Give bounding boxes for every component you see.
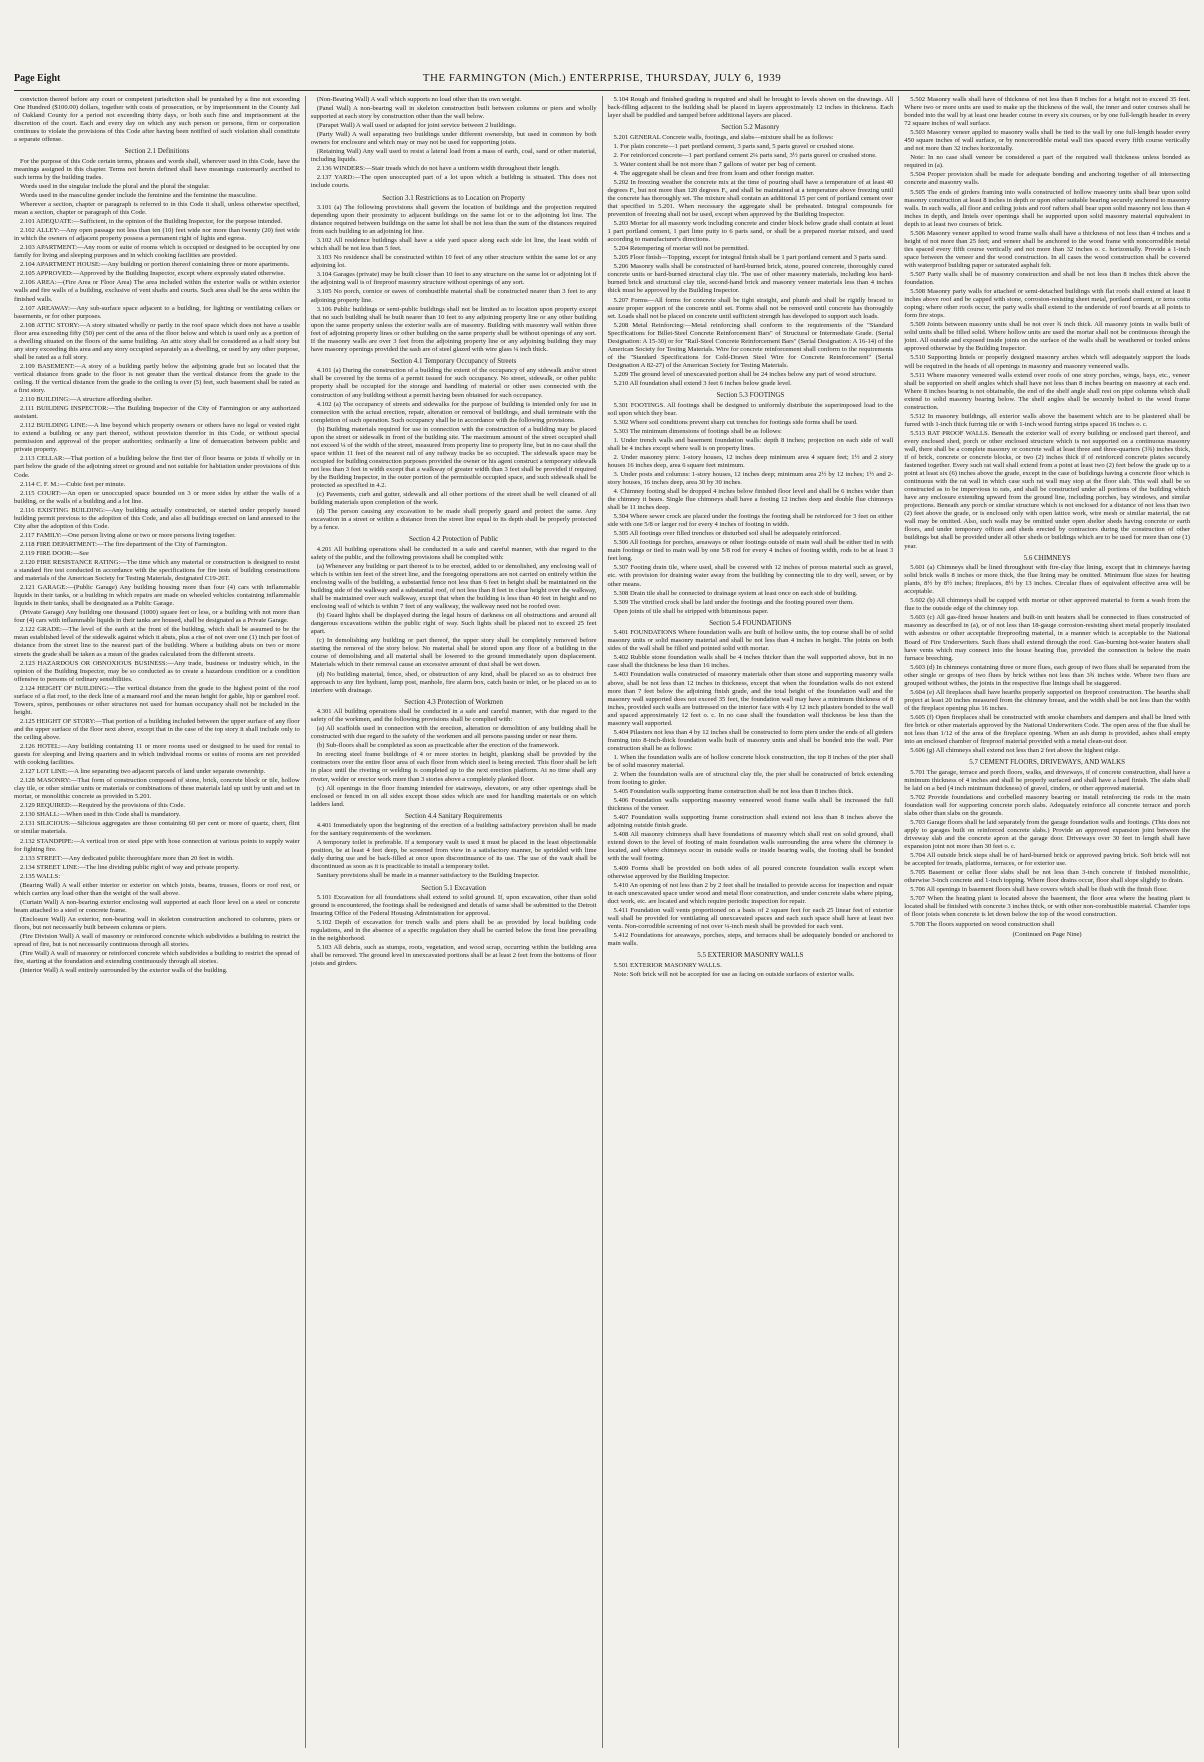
code-paragraph: 5.405 Foundation walls supporting frame construction shall be not less than 8 inches thick.: [613, 788, 854, 796]
code-paragraph: (Panel Wall) A non-bearing wall in skeleton construction built between columns or piers and wholly supported at each story by construction other than the wall below.: [310, 105, 597, 121]
code-paragraph: 3.104 Garages (private) may be built closer than 10 feet to any structure on the same lot or adjoining lot if the adjoining wall is of fireproof masonry structure without openings of any sort.: [310, 271, 597, 287]
code-paragraph: 3.106 Public buildings or semi-public buildings shall not be limited as to location upon property except that no such building shall be built nearer than 10 feet to any adjoining property line or any other building upon the same property unless the exterior walls are of masonry. Building with masonry wall within three feet of adjoining property lines or other building on the same property shall be without openings of any sort. If the masonry walls are over 3 feet from the adjoining property line or any adjoining building they may have masonry openings provided the sash are of steel glazed with wire glass ¼ inch thick.: [310, 305, 597, 353]
code-paragraph: 5.301 FOOTINGS. All footings shall be designed to uniformly distribute the superimposed load to the soil upon which they bear.: [607, 401, 894, 417]
code-paragraph: 3. Under posts and columns: 1-story houses, 12 inches deep; minimum area 2½ by 12 inches; 1½ and 2-story houses, 16 inches deep, area 30 by 30 inches.: [607, 470, 894, 486]
code-paragraph: 1. For plain concrete—1 part portland cement, 3 parts sand, 5 parts gravel or crushed stone.: [613, 142, 855, 150]
code-paragraph: 5.403 Foundation walls constructed of masonry materials other than stone and supporting masonry walls above, shall be not less than 12 inches in thickness, except that when the foundation walls do not extend more than 7 feet below the adjoining finish grade, and the total height of the foundation wall and the masonry wall supported does not exceed 35 feet, the foundation wall may have a minimum thickness of 8 inches, provided such walls are buttressed on the interior face with 4 by 12 inch pilasters bonded to the wall and spaced approximately 12 feet o. c. In no case shall the foundation wall thickness be less than the masonry wall supported.: [607, 671, 894, 727]
code-paragraph: 5.302 Where soil conditions prevent sharp cut trenches for footings side forms shall be used.: [613, 418, 858, 426]
code-paragraph: 1. Under trench walls and basement foundation walls: depth 8 inches; projection on each side of wall shall be 4 inches except where wall is on property lines.: [607, 436, 894, 452]
section-heading: Section 4.4 Sanitary Requirements: [405, 811, 503, 820]
section-heading: Section 3.1 Restrictions as to Location on Property: [382, 193, 525, 202]
code-paragraph: 5.508 Masonry party walls for attached or semi-detached buildings with flat roofs shall extend at least 8 inches above roof and be capped with stone, corrosion-resisting sheet metal, portland cement, or terra cotta coping; where other roofs occur, the party walls shall extend to the underside of roof boards at all points to form fire stops.: [904, 288, 1190, 320]
section-heading: Section 5.3 FOOTINGS: [716, 391, 785, 400]
article-columns: [14, 96, 1190, 1748]
code-paragraph: 2.105 APPROVED:—Approved by the Building Inspector, except where expressly stated otherwise.: [20, 270, 286, 278]
code-paragraph: 5.101 Excavation for all foundations shall extend to solid ground. If, upon excavation, other than solid ground is encountered, the footings shall be redesigned and details of same shall be submitted to the Detroit Insuring Office of the Federal Housing Administration for approval.: [310, 894, 597, 918]
code-paragraph: 2.127 LOT LINE:—A line separating two adjacent parcels of land under separate ownership.: [20, 768, 266, 776]
code-paragraph: 4.102 (a) The occupancy of streets and sidewalks for the purpose of building is intended only for use in connection with the actual erection, repair, alteration or removal of buildings, and shall terminate with the completion of such operation. Such occupancy shall be in accordance with the following provisions.: [310, 400, 597, 424]
code-paragraph: (Fire Division Wall) A wall of masonry or reinforced concrete which subdivides a building to restrict the spread of fire, but is not necessarily continuous through all stories.: [14, 933, 300, 949]
code-paragraph: 3.102 All residence buildings shall have a side yard space along each side lot line, the least width of which shall be not less than 5 feet.: [310, 237, 597, 253]
code-paragraph: 5.308 Drain tile shall be connected to drainage system at least once on each side of building.: [613, 589, 858, 597]
code-paragraph: (Fire Wall) A wall of masonry or reinforced concrete which subdivides a building to restrict the spread of fire, starting at the foundation and extending continuously through all stories.: [14, 950, 300, 966]
code-paragraph: 2.120 FIRE RESISTANCE RATING:—The time which any material or construction is designed to resist a standard fire test conducted in accordance with the specifications for fire tests of building constructions and materials of the American Society for Testing Materials, designated C19-26T.: [14, 558, 300, 583]
code-paragraph: 5.603 (c) All gas-fired house heaters and built-in unit heaters shall be connected to flues constructed of masonry as described in (a), or of not less than 18-gauge corrosion-resisting sheet metal properly insulated with asbestos or other acceptable fireproofing material, in a manner which is acceptable to the National Board of Fire Underwriters. Such flues shall extend through the roof. Gas-burning hot-water heaters shall have vents which may connect into the house heating flue, provided the connection is below the main furnace breeching.: [904, 614, 1190, 662]
code-paragraph: 5.406 Foundation walls supporting masonry veneered wood frame walls shall be increased the full thickness of the veneer.: [607, 797, 894, 813]
code-paragraph: 2.131 SILICIOUS:—Silicious aggregates are those containing 60 per cent or more of quartz, chert, flint or similar materials.: [14, 820, 300, 836]
code-paragraph: Words used in the masculine gender include the feminine and the feminine the masculine.: [20, 191, 257, 199]
section-heading: Section 5.4 FOUNDATIONS: [709, 618, 792, 627]
column-2: [305, 96, 602, 1748]
code-paragraph: 5.412 Foundations for areaways, porches, steps, and terraces shall be adequately bonded or anchored to main walls.: [607, 931, 894, 947]
code-paragraph: 5.410 An opening of not less than 2 by 2 feet shall be installed to provide access for inspection and repair in each unexcavated space under wood and metal floor construction, and under concrete slabs where piping, duct work, etc. are located and which require periodic inspection for repair.: [607, 881, 894, 905]
code-paragraph: 5.304 Where sewer crock are placed under the footings the footing shall be reinforced for 3 feet on either side with one 5/8 or larger rod for every 4 inches of footing in width.: [607, 513, 894, 529]
code-paragraph: 5.507 Party walls shall be of masonry construction and shall be not less than 8 inches thick above the foundation.: [904, 270, 1190, 287]
code-paragraph: 5.704 All outside brick steps shall be of hard-burned brick or approved paving brick. Soft brick will not be accepted for treads, platforms, terraces, or for exterior use.: [904, 852, 1190, 868]
code-paragraph: 5.202 In freezing weather the concrete mix at the time of pouring shall have a temperature of at least 40 degrees F., but not more than 120 degrees F., and shall be maintained at a temperature above freezing until the concrete has thoroughly set. The mixture shall contain an additional 15 per cent of portland cement over that specified in 5.201. When necessary the aggregate shall be preheated. Integral compounds for prevention of freezing shall not be used, except when approved by the Building Inspector.: [607, 178, 894, 219]
code-paragraph: 2.128 MASONRY:—That form of construction composed of stone, brick, concrete block or tile, hollow clay tile, or other similar units or materials or combinations of these materials laid up unit by unit and set in mortar, or monolithic concrete as provided in 5.201.: [14, 777, 300, 801]
code-paragraph: 4. The aggregate shall be clean and free from loam and other foreign matter.: [613, 169, 815, 177]
code-paragraph: 5.303 The minimum dimensions of footings shall be as follows:: [613, 427, 782, 435]
code-paragraph: 5.203 Mortar for all masonry work including concrete and cinder block below grade shall contain at least 1 part portland cement, 1 part lime putty to 6 parts sand, or shall be a prepared mortar mixed, and used according to manufacturer's directions.: [607, 220, 894, 244]
code-paragraph: 1. When the foundation walls are of hollow concrete block construction, the top 8 inches of the pier shall be of solid masonry material.: [607, 753, 894, 769]
code-paragraph: 4.201 All building operations shall be conducted in a safe and careful manner, with due regard to the safety of the public, and the following provisions shall be complied with:: [310, 545, 597, 561]
code-paragraph: 5.706 All openings in basement floors shall have covers which shall be flush with the finish floor.: [910, 886, 1168, 894]
code-paragraph: 2.119 FIRE DOOR:—See: [20, 549, 89, 557]
code-paragraph: 2.115 COURT:—An open or unoccupied space bounded on 3 or more sides by either the walls of a building, or the walls of a building and a lot line.: [14, 489, 300, 505]
code-paragraph: 5.603 (d) In chimneys containing three or more flues, each group of two flues shall be separated from the other single or groups of two flues by brick withes not less than 3¾ inches wide. Where two flues are grouped without withes, the joints in the respective flue linings shall be staggered.: [904, 663, 1190, 687]
code-paragraph: 5.513 RAT PROOF WALLS. Beneath the exterior wall of every building or enclosed part thereof, and every enclosed shed, porch or other enclosed structure which is not supported on a continuous masonry wall, there shall be a complete masonry or concrete wall at least three and three-quarters (3¾) inches thick, if of brick, concrete or concrete blocks, or two (2) inches thick if of reinforced concrete plates securely fastened together. Every such rat wall shall extend from a point at least two (2) feet below the grade up to a point at least six (6) inches above the grade, except in the case of buildings having a concrete floor which is continuous with the rat wall in which case such rat wall may stop at the floor slab. This wall shall be so constructed as to be impervious to rats, and shall be constructed under all portions of the building which have any enclosure extending upward from the ground line, including porches, bay windows, and similar projections. Beneath any porch or similar structure which is not enclosed for a distance of not less than two (2) feet above the grade, or is enclosed only with open lattice work, wire mesh or similar material, the rat wall may be omitted. Also, such walls may be omitted under open shelter sheds having concrete or earth floors, and under temporary offices and sheds erected by contractors during the construction of other buildings but shall be provided under all other sheds or buildings which are to be used for more than one (1) year.: [904, 429, 1190, 550]
code-paragraph: For the purpose of this Code certain terms, phrases and words shall, wherever used in this Code, have the meanings assigned in this chapter. Terms not herein defined shall have meanings customarily ascribed to such terms by the building trades.: [14, 157, 300, 181]
code-paragraph: Open joints of tile shall be stripped with bituminous paper.: [613, 607, 769, 615]
code-paragraph: 2.101 ADEQUATE:—Sufficient, in the opinion of the Building Inspector, for the purpose intended.: [20, 218, 283, 226]
code-paragraph: 5.411 Foundation wall vents proportioned on a basis of 2 square feet for each 25 linear feet of exterior wall shall be provided for ventilating all unexcavated spaces and each such space shall have at least two vents. Non-corrodible screening of not over ¼-inch mesh shall be provided for each vent.: [607, 906, 894, 930]
code-paragraph: 5.512 In masonry buildings, all exterior walls above the basement which are to be plastered shall be furred with 1-inch thick furring tile or with 1-inch wood furring strips spaced 16 inches o. c.: [904, 412, 1190, 428]
code-paragraph: 5.502 Masonry walls shall have of thickness of not less than 8 inches for a height not to exceed 35 feet. Where two or more units are used to make up the thickness of the wall, the inner and outer courses shall be bonded into the wall by at least one header course in every six courses, or by one full-length header in every 72 square inches of wall surface.: [904, 96, 1190, 128]
code-paragraph: 5.407 Foundation walls supporting frame construction shall extend not less than 8 inches above the adjoining outside finish grade.: [607, 814, 894, 830]
code-paragraph: 5.209 The ground level of unexcavated portion shall be 24 inches below any part of wood structure.: [613, 370, 877, 378]
code-paragraph: 5.404 Pilasters not less than 4 by 12 inches shall be constructed to form piers under the ends of all girders framing into 8-inch-thick foundation walls built of masonry units and shall be bonded into the wall. Pier construction shall be as follows:: [607, 728, 894, 752]
code-paragraph: 2.126 HOTEL:—Any building containing 11 or more rooms used or designed to be used for rental to guests for sleeping and living quarters and in which individual rooms or suites of rooms are not provided with cooking facilities.: [14, 743, 300, 767]
code-paragraph: 2.111 BUILDING INSPECTOR:—The Building Inspector of the City of Farmington or any authorized assistant.: [14, 405, 300, 421]
section-heading: Section 5.1 Excavation: [421, 883, 486, 892]
code-paragraph: 5.305 All footings over filled trenches or disturbed soil shall be adequately reinforced.: [613, 530, 841, 538]
code-paragraph: 3.101 (a) The following provisions shall govern the location of buildings and the projection required depending upon their proximity to adjacent buildings on the same lot or to the adjoining lot line. The distance required between buildings on the same lot shall be not less than the sum of the distances required from each building to an adjoining lot line.: [310, 204, 597, 236]
code-paragraph: 2.122 GRADE:—The level of the earth at the front of the building, which shall be assumed to be the mean established level of the sidewalk against which it abuts, plus a rise of not over one (1) inch per foot of distance from the street line to the nearest part of the building. Where a building abuts on two or more streets the grade shall be taken as a mean of the grades calculated from the different streets.: [14, 626, 300, 658]
code-paragraph: 2.117 FAMILY:—One person living alone or two or more persons living together.: [20, 531, 236, 539]
code-paragraph: (b) Sub-floors shall be completed as soon as practicable after the erection of the framework.: [316, 742, 560, 750]
code-paragraph: 5.604 (e) All fireplaces shall have hearths properly supported on fireproof construction. The hearths shall project at least 20 inches measured from the chimney breast, and the width shall be not less than the width of the fireplace opening plus 16 inches.: [904, 688, 1190, 712]
code-paragraph: 5.509 Joints between masonry units shall be not over ¾ inch thick. All masonry joints in walls built of solid units shall be filled solid. Where hollow units are used the mortar shall not be continuous through the joint. All outside and exposed inside joints on the surface of the walls shall be weathered or tooled unless approved otherwise by the Building Inspector.: [904, 321, 1190, 353]
code-paragraph: 5.408 All masonry chimneys shall have foundations of masonry which shall rest on solid ground, shall extend down to the level of footing of main foundation walls surrounding the area where the chimney is located, and where chimneys occur in outside walls or inside bearing walls, the footing shall be bonded with the wall footing.: [607, 831, 894, 863]
code-paragraph: 5.501 EXTERIOR MASONRY WALLS.: [613, 961, 722, 969]
code-paragraph: 2.112 BUILDING LINE:—A line beyond which property owners or others have no legal or vested right to extend a building or any part thereof, without provision therefor in this Code, or without special permission and approval of the proper authorities; ordinarily a line of demarcation between public and private property.: [14, 422, 300, 454]
code-paragraph: In erecting steel frame buildings of 4 or more stories in height, planking shall be provided by the contractors over the entire floor area of each floor from which steel is being erected. This floor shall be left in place until the riveting or welding is completed up to the next erection platform. At no time shall any riveter, welder or erector work more than 3 stories above a completely planked floor.: [310, 751, 597, 783]
code-paragraph: (Private Garage) Any building one thousand (1000) square feet or less, or a building with not more than four (4) cars with inflammable liquids in their tanks are housed, shall be designated as a Private Garage.: [14, 609, 300, 625]
section-heading: Section 4.3 Protection of Workmen: [404, 697, 503, 706]
code-paragraph: (c) In demolishing any building or part thereof, the upper story shall be completely removed before starting the removal of the story below. No material shall be stored upon any floor of a building in the course of demolishing and all material shall be lowered to the ground immediately upon displacement. Materials which in their removal cause an excessive amount of dust shall be wet down.: [310, 637, 597, 669]
code-paragraph: 5.510 Supporting lintels or properly designed masonry arches which will adequately support the loads will be required in the heads of all openings in masonry and masonry veneered walls.: [904, 354, 1190, 370]
section-heading: Section 2.1 Definitions: [124, 147, 190, 156]
masthead: [14, 70, 1190, 91]
code-paragraph: 2.136 WINDERS:—Stair treads which do not have a uniform width throughout their length.: [316, 165, 560, 173]
code-paragraph: (Retaining Wall) Any wall used to resist a lateral load from a mass of earth, coal, sand or other material, including liquids.: [310, 148, 597, 164]
code-paragraph: 4. Chimney footing shall be dropped 4 inches below finished floor level and shall be 6 inches wider than the chimney it bears. Single flue chimneys shall have a footing 12 inches deep and double flue chimneys shall be 11 inches deep.: [607, 488, 894, 512]
section-heading: 5.5 EXTERIOR MASONRY WALLS: [697, 951, 804, 959]
code-paragraph: 4.401 Immediately upon the beginning of the erection of a building satisfactory provision shall be made for the sanitary requirements of the workmen.: [310, 822, 597, 838]
code-paragraph: 2.103 APARTMENT:—Any room or suite of rooms which is occupied or designed to be occupied by one family for living and sleeping purposes and in which cooking facilities are provided.: [14, 244, 300, 260]
code-paragraph: 2.133 STREET:—Any dedicated public thoroughfare more than 20 feet in width.: [20, 854, 234, 862]
code-paragraph: 5.511 Where masonry veneered walls extend over roofs of one story porches, wings, bays, etc., veneer shall be supported on shelf angles which shall have not less than 8 inches bearing on masonry at each end. Where 8 inches bearing is not obtainable, the end of the shelf angle shall rest on pipe columns which shall extend to solid masonry bearing below. The shelf angles shall be securely bolted to the wood frame construction.: [904, 371, 1190, 411]
column-1: [14, 96, 305, 1748]
code-paragraph: 5.208 Metal Reinforcing:—Metal reinforcing shall conform to the requirements of the "Standard Specifications for Billet-Steel Concrete Reinforcement Bars" of Structural or Intermediate Grade. (Serial Designation: A 15-30) or for "Rail-Steel Concrete Reinforcement Bars" (Serial Designation: A 16-14) of the American Society for Testing Materials. Wire for concrete reinforcement shall conform to the requirements of the "Standard Specifications for Cold-Drawn Steel Wire for Concrete Reinforcement" (Serial Designation A 82-27) of the American Society for Testing Materials.: [607, 321, 894, 369]
continued-note: (Continued on Page Nine): [1012, 930, 1082, 938]
code-paragraph: (c) Pavements, curb and gutter, sidewalk and all other portions of the street shall be well cleaned of all building materials upon completion of the work.: [310, 491, 597, 507]
code-paragraph: 5.703 Garage floors shall be laid separately from the garage foundation walls and footings. (This does not apply to garages built on reinforced concrete slabs.) Provide an approved expansion joint between the driveway slab and the concrete apron at the garage door. Driveways over 30 feet in length shall have expansion joint not more than 30 feet o. c.: [904, 818, 1190, 851]
code-paragraph: (a) Whenever any building or part thereof is to be erected, added to or demolished, any enclosing wall of which is within ten feet of the street line, and the foregoing operations are not carried on entirely within the enclosing walls of the building, a substantial fence not less than 6 feet in height shall be maintained on the building side of the walkway and a substantial roof, of not less than 8 feet in clear height over the walkway, shall be maintained over such walkway, except that when the building is less than 40 feet in height and no enclosing wall of which is within 7 feet of any walkway, the walkway need not be roofed over.: [310, 562, 597, 611]
section-heading: 5.6 CHIMNEYS: [1023, 553, 1071, 562]
code-paragraph: 5.601 (a) Chimneys shall be lined throughout with fire-clay flue lining, except that in chimneys having solid brick walls 8 inches or more thick, the flue lining may be omitted. Minimum flue sizes for heating plants, 8½ by 8½ inches; fireplaces, 8½ by 13 inches. Circular flues of equivalent effective area will be acceptable.: [904, 564, 1190, 596]
code-paragraph: (Curtain Wall) A non-bearing exterior enclosing wall supported at each floor level on a steel or concrete beam attached to a steel or concrete frame.: [14, 898, 300, 914]
code-paragraph: (a) All scaffolds used in connection with the erection, alteration or demolition of any building shall be constructed with due regard to the safety of the workmen and all persons passing under or near them.: [310, 725, 597, 741]
code-paragraph: 5.307 Footing drain tile, where used, shall be covered with 12 inches of porous material such as gravel, etc. with provision for draining water away from the building by connecting tile to dry well, sewer, or by other means.: [607, 564, 894, 588]
code-paragraph: (b) Building materials required for use in connection with the construction of a building may be placed upon the street or sidewalk in front of the building site. The maximum amount of the street occupied shall not exceed ¼ of the width of the street, measured from property line to property line, but in no case shall the space within 11 feet of the nearest rail of any railway tracks be so occupied. The sidewalk space may be occupied for building construction purposes provided the owner or his agent construct a temporary sidewalk not less than 3 feet in width except that a walkway of greater width than 3 feet shall be provided if required by the Building Inspector, in the outer portion of the permissible occupied space, and such sidewalk shall be protected as specified in 4.2.: [310, 425, 597, 490]
code-paragraph: 2. When the foundation walls are of structural clay tile, the pier shall be constructed of brick extending from footing to girder.: [607, 771, 894, 787]
code-paragraph: 2.137 YARD:—The open unoccupied part of a lot upon which a building is situated. This does not include courts.: [310, 174, 597, 190]
code-paragraph: 5.505 The ends of girders framing into walls constructed of hollow masonry units shall bear upon solid masonry construction at least 8 inches in depth or upon other suitable bearing securely anchored to masonry walls. In such walls, all floor and ceiling joists and roof rafters shall bear upon solid masonry not less than 4 inches in depth, and lintels over openings shall be supported upon solid masonry material equivalent in depth to at least two courses of brick.: [904, 188, 1190, 228]
code-paragraph: 3.105 No porch, cornice or eaves of combustible material shall be constructed nearer than 3 feet to any adjoining property line.: [310, 288, 597, 304]
code-paragraph: conviction thereof before any court or competent jurisdiction shall be punished by a fine not exceeding One Hundred ($100.00) dollars, together with costs of prosecution, or by imprisonment in the County Jail of Oakland County for a period not exceeding thirty days, or both such fine and imprisonment at the discretion of the court. Each and every day on which any such person or persons, firm or corporation continues to violate the provisions of this Code after having been notified of such violation shall constitute a separate offense.: [14, 96, 300, 144]
code-paragraph: 5.210 All foundation shall extend 3 feet 6 inches below grade level.: [613, 380, 792, 387]
section-heading: Section 5.2 Masonry: [721, 123, 780, 132]
code-paragraph: 4.101 (a) During the construction of a building the extent of the occupancy of any sidewalk and/or street shall be covered by the terms of a permit issued for such occupancy. No street, sidewalk, or other public property shall be occupied for the storage and handling of material or other uses connected with the construction of any building without a permit having been obtained for such occupancy.: [310, 367, 597, 399]
code-paragraph: 3. Water content shall be not more than 7 gallons of water per bag of cement.: [613, 160, 817, 168]
newspaper-title: THE FARMINGTON (Mich.) ENTERPRISE, THURSDAY, JULY 6, 1939: [422, 72, 782, 84]
code-paragraph: 2. Under masonry piers: 1-story houses, 12 inches deep minimum area 4 square feet; 1½ and 2 story houses 16 inches deep, area 6 square feet minimum.: [607, 453, 894, 469]
code-paragraph: 5.702 Provide foundations and corbelled masonry bearing or install reinforcing tie rods in the main foundation wall for supporting concrete porch slabs. Adequately reinforce all concrete terrace and porch slabs other than slabs on the grounds.: [904, 793, 1190, 817]
section-heading: 5.7 CEMENT FLOORS, DRIVEWAYS, AND WALKS: [969, 758, 1126, 767]
code-paragraph: 2.121 GARAGE:—(Public Garage) Any building housing more than four (4) cars with inflammable liquids in their tanks, or a building in which repairs are made on wheeled vehicles containing inflammable liquids in their tanks, shall be designated as a Public Garage.: [14, 584, 300, 608]
code-paragraph: 5.409 Forms shall be provided on both sides of all poured concrete foundation walls except when otherwise approved by the Building Inspector.: [607, 864, 894, 880]
code-paragraph: 2.113 CELLAR:—That portion of a building below the first tier of floor beams or joists if wholly or in part below the grade of the adjoining street or ground and not suitable for habitation under provisions of this Code.: [14, 455, 300, 479]
code-paragraph: 5.606 (g) All chimneys shall extend not less than 2 feet above the highest ridge.: [910, 747, 1121, 755]
code-paragraph: Wherever a section, chapter or paragraph is referred to in this Code it shall, unless otherwise specified, mean a section, chapter or paragraph of this Code.: [14, 201, 300, 217]
code-paragraph: 2.123 HAZARDOUS OR OBNOXIOUS BUSINESS:—Any trade, business or industry which, in the opinion of the Building Inspector, may be so conducted as to create a hazardous condition or a condition offensive to persons of ordinary sensibilities.: [14, 659, 300, 683]
code-paragraph: 2. For reinforced concrete—1 part portland cement 2¼ parts sand, 3½ parts gravel or crushed stone.: [613, 151, 877, 159]
code-paragraph: 5.401 FOUNDATIONS Where foundation walls are built of hollow units, the top course shall be of solid masonry units or solid masonry material and shall be not less than 4 inches in height. The joints on both sides of the wall shall be filled and pointed solid with mortar.: [607, 629, 894, 653]
column-4: [898, 96, 1190, 1748]
code-paragraph: (d) The person causing any excavation to be made shall properly guard and protect the same. Any excavation in a street or within a distance from the street line equal to its depth shall be properly protected by a fence.: [310, 508, 597, 532]
code-paragraph: 2.102 ALLEY:—Any open passage not less than ten (10) feet wide nor more than twenty (20) feet wide in which the owners of adjacent property possess a permanent right of lights and egress.: [14, 227, 300, 243]
code-paragraph: (d) No building material, fence, shed, or obstruction of any kind, shall be placed so as to obstruct free approach to any fire hydrant, lamp post, manhole, fire alarm box, catch basin or inlet, or be placed so as to interfere with drainage.: [310, 670, 597, 694]
page-label: Page Eight: [14, 73, 61, 84]
code-paragraph: 2.104 APARTMENT HOUSE:—Any building or portion thereof containing three or more apartments.: [20, 261, 290, 269]
code-paragraph: 5.204 Retempering of mortar will not be permitted.: [613, 245, 749, 253]
code-paragraph: Sanitary provisions shall be made in a manner satisfactory to the Building Inspector.: [316, 872, 540, 880]
code-paragraph: 2.132 STANDPIPE:—A vertical iron or steel pipe with hose connection at various points to supply water for fighting fire.: [14, 837, 300, 853]
code-paragraph: 5.602 (b) All chimneys shall be capped with mortar or other approved material to form a wash from the flue to the outside edge of the chimney top.: [904, 597, 1190, 613]
code-paragraph: 5.309 The vitrified crock shall be laid under the footings and the footing poured over them.: [613, 598, 854, 606]
code-paragraph: 2.116 EXISTING BUILDING:—Any building actually constructed, or started under properly issued building permit previous to the adoption of this Code, and also all buildings erected on land annexed to the City after the adoption of this Code.: [14, 506, 300, 530]
code-paragraph: Words used in the singular include the plural and the plural the singular.: [20, 182, 210, 190]
code-paragraph: (b) Guard lights shall be displayed during the legal hours of darkness on all obstructions and around all dangerous excavations within the public right of way. Such lights shall be placed not to exceed 25 feet apart.: [310, 612, 597, 636]
code-paragraph: 5.506 Masonry veneer applied to wood frame walls shall have a thickness of not less than 4 inches and a height of not more than 25 feet; and veneer shall be anchored to the wood frame with noncorrodible metal ties spaced every fifth course vertically and not more than 32 inches o. c. horizontally. Provide a 1-inch space between the veneer and the wood construction. In all cases the wood construction shall be covered with waterproof building paper or saturated asphalt felt.: [904, 229, 1190, 269]
code-paragraph: Note: Soft brick will not be accepted for use as facing on outside surfaces of exterior walls.: [613, 970, 855, 978]
code-paragraph: 5.503 Masonry veneer applied to masonry walls shall be tied to the wall by one full-length header every 450 square inches of wall surface, or by noncorrodible metal wall ties spaced every fifth course vertically and not more than 32 inches horizontally.: [904, 129, 1190, 153]
code-paragraph: 5.206 Masonry walls shall be constructed of hard-burned brick, stone, poured concrete, thoroughly cured concrete units or hard-burned structural clay tile. The use of other masonry materials, including less hard-burned brick and structural clay tile, second-hand brick and masonry veneer materials less than 4 inches thick must be approved by the Building Inspector.: [607, 263, 894, 295]
code-paragraph: (Bearing Wall) A wall either interior or exterior on which joists, beams, trusses, floors or roof rest, or which carries any load other than the weight of the wall above.: [14, 881, 300, 897]
code-paragraph: (Party Wall) A wall separating two buildings under different ownership, but used in common by both owners for enclosure and which may or may not be used for supporting joists.: [310, 131, 597, 147]
code-paragraph: (Non-Bearing Wall) A wall which supports no load other than its own weight.: [316, 96, 522, 103]
code-paragraph: 5.707 When the heating plant is located above the basement, the floor area where the heating plant is located shall be finished with concrete 3 inches thick, or with other non-combustible material. Chamfer tops of floor joists when concrete is let down below the top of the wood construction.: [904, 895, 1190, 919]
code-paragraph: (Enclosure Wall) An exterior, non-bearing wall in skeleton construction anchored to columns, piers or floors, but not necessarily built between columns or piers.: [14, 915, 300, 931]
code-paragraph: 5.102 Depth of excavation for trench walls and piers shall be as provided by local building code regulations, and in the absence of a specific regulation they shall be carried below the frost line prevailing in the neighborhood.: [310, 919, 597, 943]
code-paragraph: 5.104 Rough and finished grading is required and shall be brought to levels shown on the drawings. All back-filling adjacent to the building shall be placed in layers approximately 12 inches in thickness. Each layer shall be puddled and tamped before additional layers are placed.: [607, 96, 894, 120]
code-paragraph: 2.118 FIRE DEPARTMENT:—The fire department of the City of Farmington.: [20, 540, 228, 548]
code-paragraph: 5.103 All debris, such as stumps, roots, vegetation, and wood scrap, occurring within the building area shall be removed. The ground level in unexcavated portions shall be at least 2 feet from the bottoms of floor joists and girders.: [310, 944, 597, 968]
code-paragraph: 2.109 BASEMENT:—A story of a building partly below the adjoining grade but so located that the vertical distance from grade to the floor is not greater than the vertical distance from the grade to the ceiling. If the vertical distance from the grade to the ceiling is over (5) feet, such basement shall be rated as a first story.: [14, 362, 300, 395]
code-paragraph: 2.129 REQUIRED:—Required by the provisions of this Code.: [20, 802, 186, 810]
code-paragraph: 3.103 No residence shall be constructed within 10 feet of any other structure within the same lot or any adjoining lot.: [310, 254, 597, 270]
code-paragraph: (Parapet Wall) A wall used or adapted for joint service between 2 buildings.: [316, 122, 517, 130]
section-heading: Section 4.1 Temporary Occupancy of Streets: [390, 356, 517, 365]
code-paragraph: 2.125 HEIGHT OF STORY:—That portion of a building included between the upper surface of any floor and the upper surface of the floor next above, except that in the case of the top story it shall include only to the ceiling above.: [14, 717, 300, 741]
code-paragraph: 5.201 GENERAL Concrete walls, footings, and slabs—mixture shall be as follows:: [613, 133, 834, 141]
code-paragraph: Note: In no case shall veneer be considered a part of the required wall thickness unless bonded as required in (a).: [904, 154, 1190, 170]
code-paragraph: 5.705 Basement or cellar floor slabs shall be not less than 3-inch concrete if finished monolithic, otherwise 3-inch concrete and 1-inch topping. Where floor drains occur, floor shall slope slightly to drain.: [904, 869, 1190, 885]
code-paragraph: 2.134 STREET LINE:—The line dividing public right of way and private property.: [20, 863, 240, 871]
code-paragraph: 5.701 The garage, terrace and porch floors, walks, and driveways, if of concrete construction, shall have a minimum thickness of 4 inches and shall be properly surfaced and shall have a hard finish. The slabs shall be laid on a bed (4 inch minimum thickness) of gravel, cinders, or other approved material.: [904, 768, 1190, 792]
code-paragraph: 5.306 All footings for porches, areaways or other footings outside of main wall shall be either tied in with main footings or tied to main wall by one 5/8 rod for every 4 inches of footing width, rods to be at least 3 feet long.: [607, 539, 894, 563]
code-paragraph: 2.124 HEIGHT OF BUILDING:—The vertical distance from the grade to the highest point of the roof surface of a flat roof, to the deck line of a mansard roof and the mean height for gable, hip or gambrel roof. Towers, spires, penthouses or other structures not used for human occupancy shall not be included in the height.: [14, 684, 300, 716]
code-paragraph: (Interior Wall) A wall entirely surrounded by the exterior walls of the building.: [20, 967, 228, 975]
code-paragraph: 5.504 Proper provision shall be made for adequate bonding and anchoring together of all intersecting concrete and masonry walls.: [904, 171, 1190, 187]
section-heading: Section 4.2 Protection of Public: [409, 535, 499, 544]
column-3: [602, 96, 899, 1748]
code-paragraph: A temporary toilet is preferable. If a temporary vault is used it must be placed in the least objectionable position, be at least 4 feet deep, be screened from view in a satisfactory manner, be sprinkled with lime daily during use and be back-filled at once upon discontinuance of its use. The use of the vault shall be discontinued as soon as it is practicable to install a temporary toilet.: [310, 839, 597, 871]
code-paragraph: (c) All openings in the floor framing intended for stairways, elevators, or any other openings shall be enclosed or fenced in on all sides except those sides which are used for handling materials or on which ladders land.: [310, 784, 597, 808]
code-paragraph: 2.106 AREA:—(Fire Area or Floor Area) The area included within the exterior walls or within exterior walls and fire walls of a building, exclusive of vent shafts and courts. Such area shall be the area within the finished walls.: [14, 279, 300, 303]
code-paragraph: 2.114 C. F. M.:—Cubic feet per minute.: [20, 480, 126, 488]
code-paragraph: 5.205 Floor finish—Topping, except for integral finish shall be 1 part portland cement and 3 parts sand.: [613, 254, 887, 262]
code-paragraph: 2.135 WALLS:: [20, 872, 61, 880]
code-paragraph: 2.108 ATTIC STORY:—A story situated wholly or partly in the roof space which does not have a usable floor area exceeding fifty (50) per cent of the area of the floor below and which is used only as a portion of a dwelling situated on the floors of the same building. An attic story shall be considered as a half story but any story exceeding this area and any story occupied separately as a dwelling, or used by any other purpose, shall be rated as a full story.: [14, 321, 300, 361]
code-paragraph: 4.301 All building operations shall be conducted in a safe and careful manner, with due regard to the safety of the workmen, and the following provisions shall be complied with:: [310, 708, 597, 724]
code-paragraph: 5.207 Forms—All forms for concrete shall be tight straight, and plumb and shall be rigidly braced to assure proper support of the concrete until set. Forms shall not be removed until concrete has thoroughly set. Loads shall not be placed on concrete until sufficient strength has developed to support such loads.: [607, 296, 894, 320]
code-paragraph: 2.130 SHALL:—When used in this Code shall is mandatory.: [20, 811, 181, 819]
code-paragraph: 2.110 BUILDING:—A structure affording shelter.: [20, 396, 153, 404]
code-paragraph: 2.107 AREAWAY:—Any sub-surface space adjacent to a building, for lighting or ventilating cellars or basements, or for other purposes.: [14, 304, 300, 320]
code-paragraph: 5.402 Rubble stone foundation walls shall be 4 inches thicker than the wall supported above, but in no case shall the thickness be less than 16 inches.: [607, 654, 894, 670]
code-paragraph: 5.605 (f) Open fireplaces shall be constructed with smoke chambers and dampers and shall be lined with fire brick or other materials approved by the National Underwriters Code. The open area of the flue shall be not less than 1/12 of the area of the fireplace opening. When an ash dump is provided, ashes shall empty into an enclosed chamber of fireproof material provided with a metal clean-out door.: [904, 713, 1190, 746]
code-paragraph: 5.708 The floors supported on wood construction shall: [910, 920, 1055, 928]
